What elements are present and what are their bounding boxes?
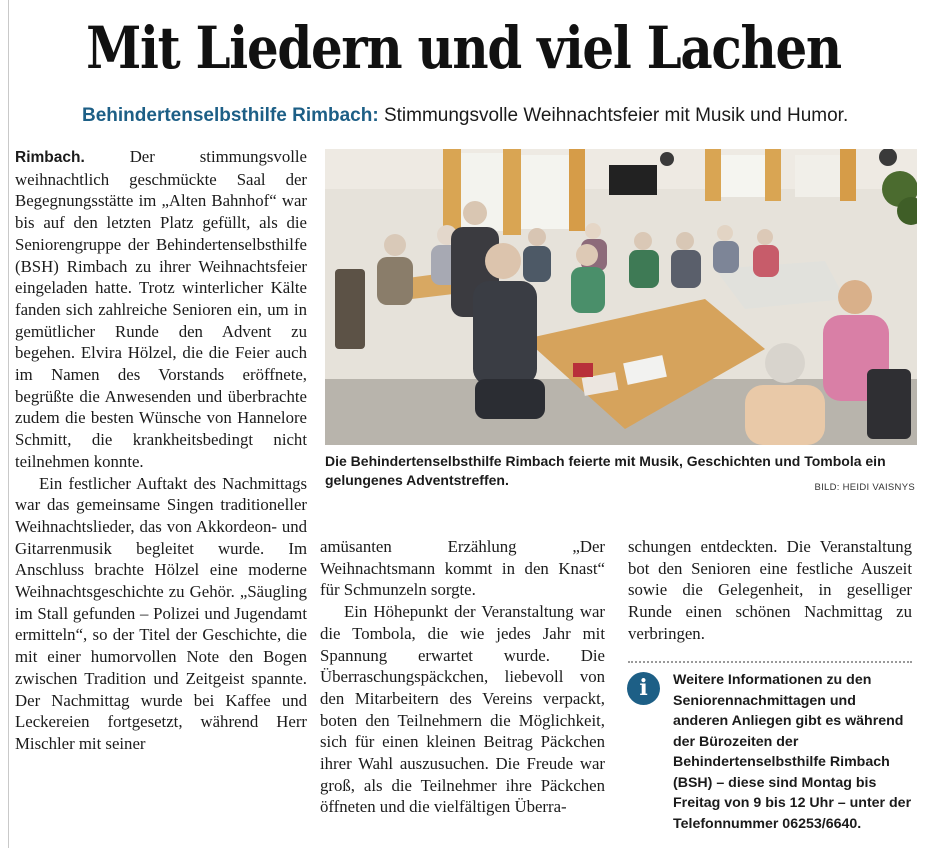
text-column-3 [628, 536, 912, 645]
info-icon: i [627, 672, 660, 705]
text-column-2 [320, 536, 605, 818]
text-column-1 [15, 146, 307, 755]
kicker: Behindertenselbsthilfe Rimbach: [82, 105, 379, 126]
page-left-border [8, 0, 9, 848]
infobox-divider [628, 661, 912, 663]
paragraph: schungen entdeckten. Die Veranstaltung bot den Senioren eine festliche Auszeit sowie die Gelegenheit, in geselliger Runde einen schönen Nachmittag zu verbringen. [628, 537, 912, 643]
paragraph [15, 146, 307, 473]
paragraph-text: Der stimmungsvolle weihnachtlich geschmückte Saal der Begegnungsstätte im „Alten Bahnhof“ war bis auf den letzten Platz gefüllt, als die Seniorengruppe der Behindertenselbsthilfe (BSH) Rimbach zu ihrer Weihnachtsfeier eingeladen hatte. Trotz winterlicher Kälte fanden sich zahlreiche Senioren ein, um in gemütlicher Runde den Advent zu begehen. Elvira Hölzel, die die Feier auch im Namen des Vorstands eröffnete, begrüßte die Anwesenden und überbrachte zudem die besten Wünsche von Hannelore Schmitt, die krankheitsbedingt nicht teilnehmen konnte. [15, 147, 307, 471]
subheadline [82, 103, 882, 129]
headline: Mit Liedern und viel Lachen [86, 14, 841, 82]
infobox-text: Weitere Informationen zu den Seniorennachmittagen und anderen Anliegen gibt es während der Bürozeiten der Behindertenselbsthilfe Rimbach (BSH) – diese sind Montag bis Freitag von 9 bis 12 Uhr – unter der Telefonnummer 06253/6640. [673, 672, 912, 832]
paragraph: Ein festlicher Auftakt des Nachmittags war das gemeinsame Singen traditioneller Weihnachtslieder, das von Akkordeon- und Gitarrenmusik begleitet wurde. Im Anschluss brachte Hölzel eine moderne Weihnachtsgeschichte zu Gehör. „Säugling im Stall gefunden – Polizei und Jugendamt ermitteln“, so der Titel der Geschichte, die mit einer humorvollen Note den Bogen zwischen Tradition und Zeitgeist spannte. Der Nachmittag wurde bei Kaffee und Leckereien fortgesetzt, während Herr Mischler mit seiner [15, 473, 307, 753]
photo-caption: Die Behindertenselbsthilfe Rimbach feierte mit Musik, Geschichten und Tombola ein gelungenes Adventstreffen. [325, 453, 886, 488]
subheadline-text: Stimmungsvolle Weihnachtsfeier mit Musik und Humor. [383, 105, 849, 126]
paragraph: amüsanten Erzählung „Der Weihnachtsmann kommt in den Knast“ für Schmunzeln sorgte. [320, 537, 605, 600]
paragraph: Ein Höhepunkt der Veranstaltung war die Tombola, die wie jedes Jahr mit Spannung erwartet wurde. Die Überraschungspäckchen, liebevoll von den Mitarbeitern des Vereins verpackt, boten den Teilnehmern die Möglichkeit, sich für einen kleinen Beitrag Päckchen ihrer Wahl auszusuchen. Die Freude war groß, als die Teilnehmer ihre Päckchen öffneten und die vielfältigen Überra- [320, 602, 605, 817]
photo-credit: BILD: HEIDI VAISNYS [814, 482, 915, 493]
article-photo [325, 149, 917, 445]
dateline: Rimbach. [15, 149, 85, 166]
